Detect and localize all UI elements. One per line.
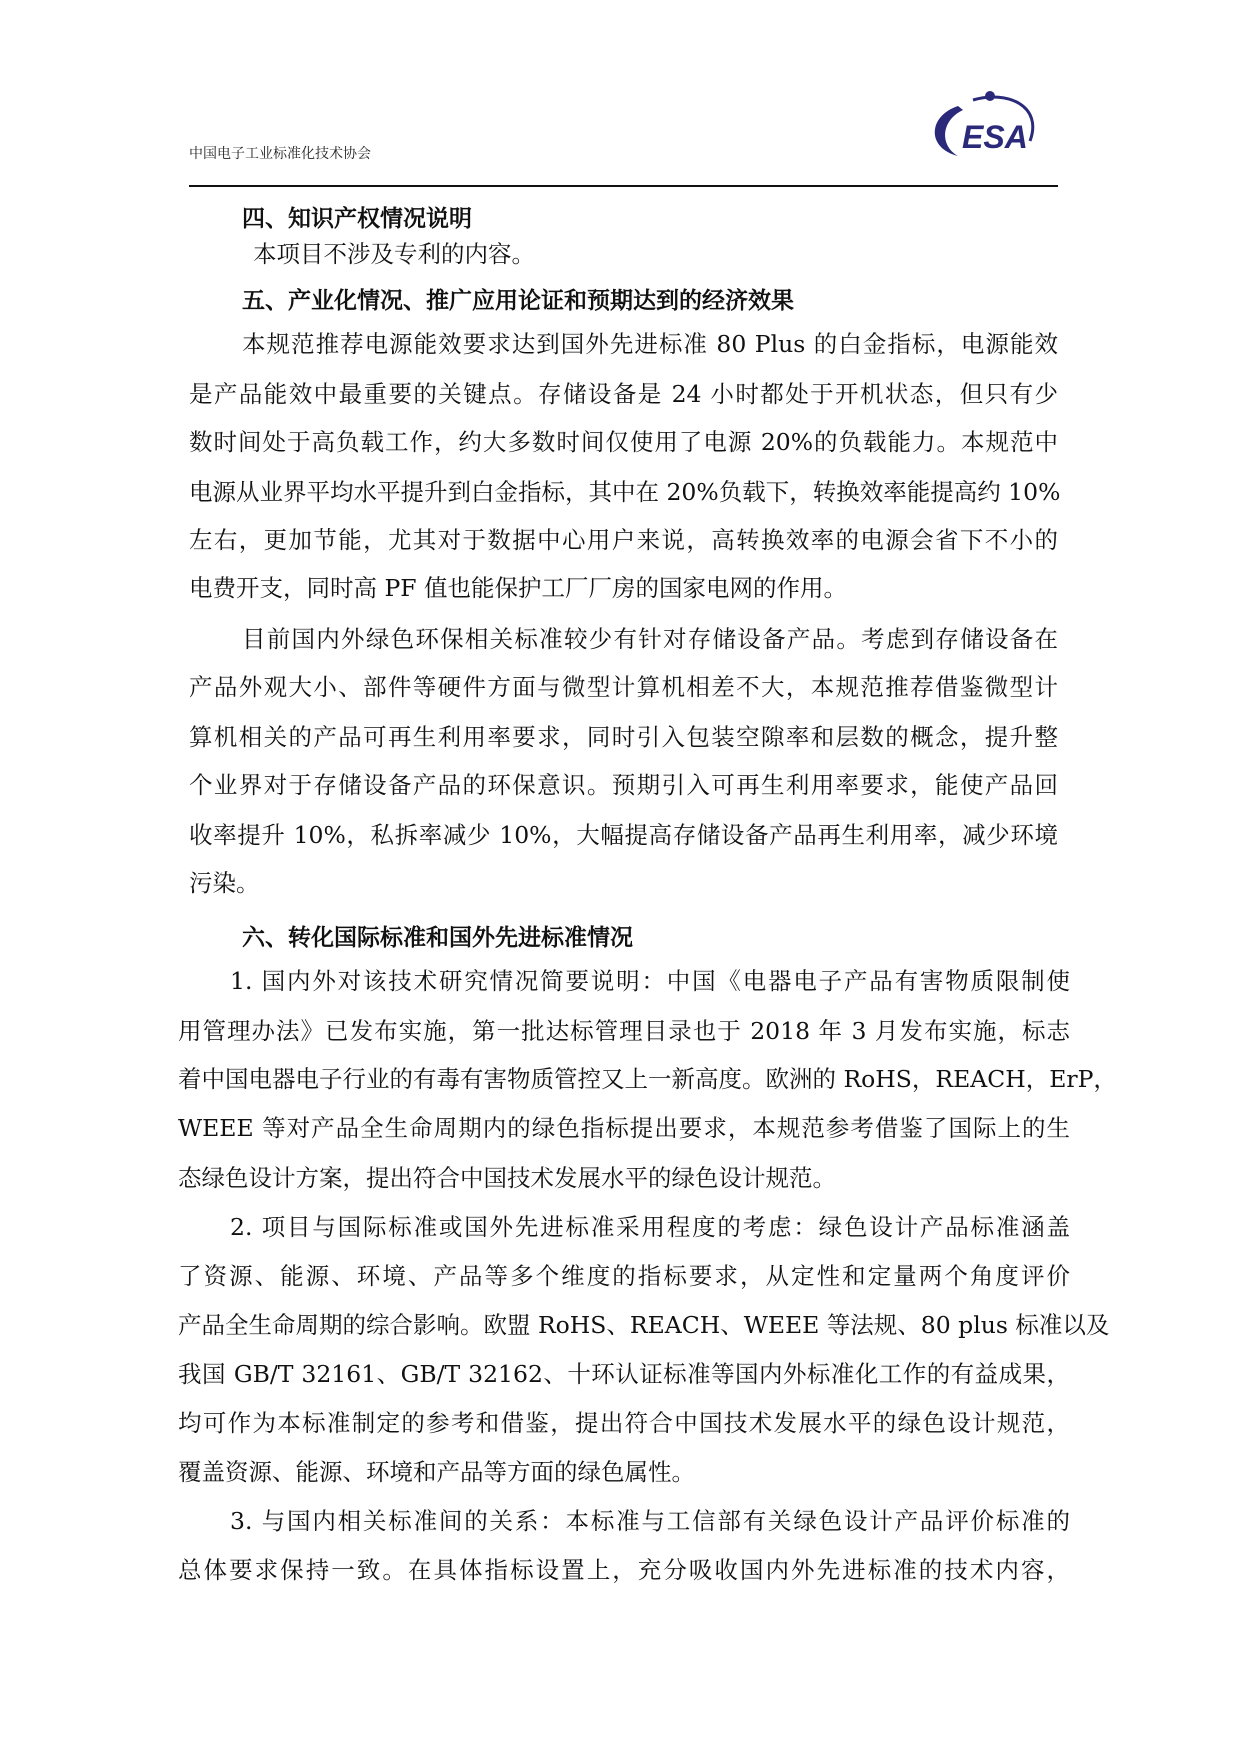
- paragraph-line: 我国 GB/T 32161、GB/T 32162、十环认证标准等国内外标准化工作的有益成果，: [178, 1360, 1070, 1388]
- section-6-title: 六、转化国际标准和国外先进标准情况: [242, 924, 633, 951]
- paragraph-line: WEEE 等对产品全生命周期内的绿色指标提出要求，本规范参考借鉴了国际上的生: [178, 1114, 1070, 1142]
- paragraph-line: 了资源、能源、环境、产品等多个维度的指标要求，从定性和定量两个角度评价: [178, 1262, 1070, 1290]
- paragraph-line: 污染。: [189, 869, 260, 897]
- paragraph-line: 产品全生命周期的综合影响。欧盟 RoHS、REACH、WEEE 等法规、80 plus 标准以及: [178, 1311, 1110, 1339]
- esa-logo: [918, 86, 1048, 164]
- paragraph-line: 算机相关的产品可再生利用率要求，同时引入包装空隙率和层数的概念，提升整: [189, 723, 1058, 751]
- section-4-text: 本项目不涉及专利的内容。: [253, 240, 535, 268]
- paragraph-line: 均可作为本标准制定的参考和借鉴，提出符合中国技术发展水平的绿色设计规范，: [178, 1409, 1070, 1437]
- paragraph-line: 目前国内外绿色环保相关标准较少有针对存储设备产品。考虑到存储设备在: [242, 625, 1058, 653]
- section-4-title: 四、知识产权情况说明: [242, 205, 472, 232]
- paragraph-line: 收率提升 10%，私拆率减少 10%，大幅提高存储设备产品再生利用率，减少环境: [189, 821, 1058, 849]
- paragraph-line: 总体要求保持一致。在具体指标设置上，充分吸收国内外先进标准的技术内容，: [178, 1556, 1070, 1584]
- paragraph-line: 产品外观大小、部件等硬件方面与微型计算机相差不大，本规范推荐借鉴微型计: [189, 673, 1058, 701]
- paragraph-line: 2. 项目与国际标准或国外先进标准采用程度的考虑：绿色设计产品标准涵盖: [230, 1213, 1070, 1241]
- header-divider: [189, 185, 1058, 187]
- paragraph-line: 1. 国内外对该技术研究情况简要说明：中国《电器电子产品有害物质限制使: [230, 967, 1070, 995]
- svg-text:ESA: ESA: [962, 119, 1028, 155]
- paragraph-line: 着中国电器电子行业的有毒有害物质管控又上一新高度。欧洲的 RoHS，REACH，ErP，: [178, 1065, 1117, 1093]
- paragraph-line: 电源从业界平均水平提升到白金指标，其中在 20%负载下，转换效率能提高约 10%: [189, 478, 1061, 506]
- section-5-title: 五、产业化情况、推广应用论证和预期达到的经济效果: [242, 287, 794, 314]
- paragraph-line: 是产品能效中最重要的关键点。存储设备是 24 小时都处于开机状态，但只有少: [189, 380, 1058, 408]
- paragraph-line: 态绿色设计方案，提出符合中国技术发展水平的绿色设计规范。: [178, 1164, 836, 1192]
- paragraph-line: 左右，更加节能，尤其对于数据中心用户来说，高转换效率的电源会省下不小的: [189, 526, 1058, 554]
- paragraph-line: 电费开支，同时高 PF 值也能保护工厂厂房的国家电网的作用。: [189, 574, 848, 602]
- paragraph-line: 个业界对于存储设备产品的环保意识。预期引入可再生利用率要求，能使产品回: [189, 771, 1058, 799]
- header-org-name: 中国电子工业标准化技术协会: [189, 146, 371, 162]
- paragraph-line: 覆盖资源、能源、环境和产品等方面的绿色属性。: [178, 1458, 695, 1486]
- paragraph-line: 数时间处于高负载工作，约大多数时间仅使用了电源 20%的负载能力。本规范中: [189, 428, 1058, 456]
- paragraph-line: 本规范推荐电源能效要求达到国外先进标准 80 Plus 的白金指标，电源能效: [242, 330, 1058, 358]
- paragraph-line: 用管理办法》已发布实施，第一批达标管理目录也于 2018 年 3 月发布实施，标志: [178, 1017, 1070, 1045]
- paragraph-line: 3. 与国内相关标准间的关系：本标准与工信部有关绿色设计产品评价标准的: [230, 1507, 1070, 1535]
